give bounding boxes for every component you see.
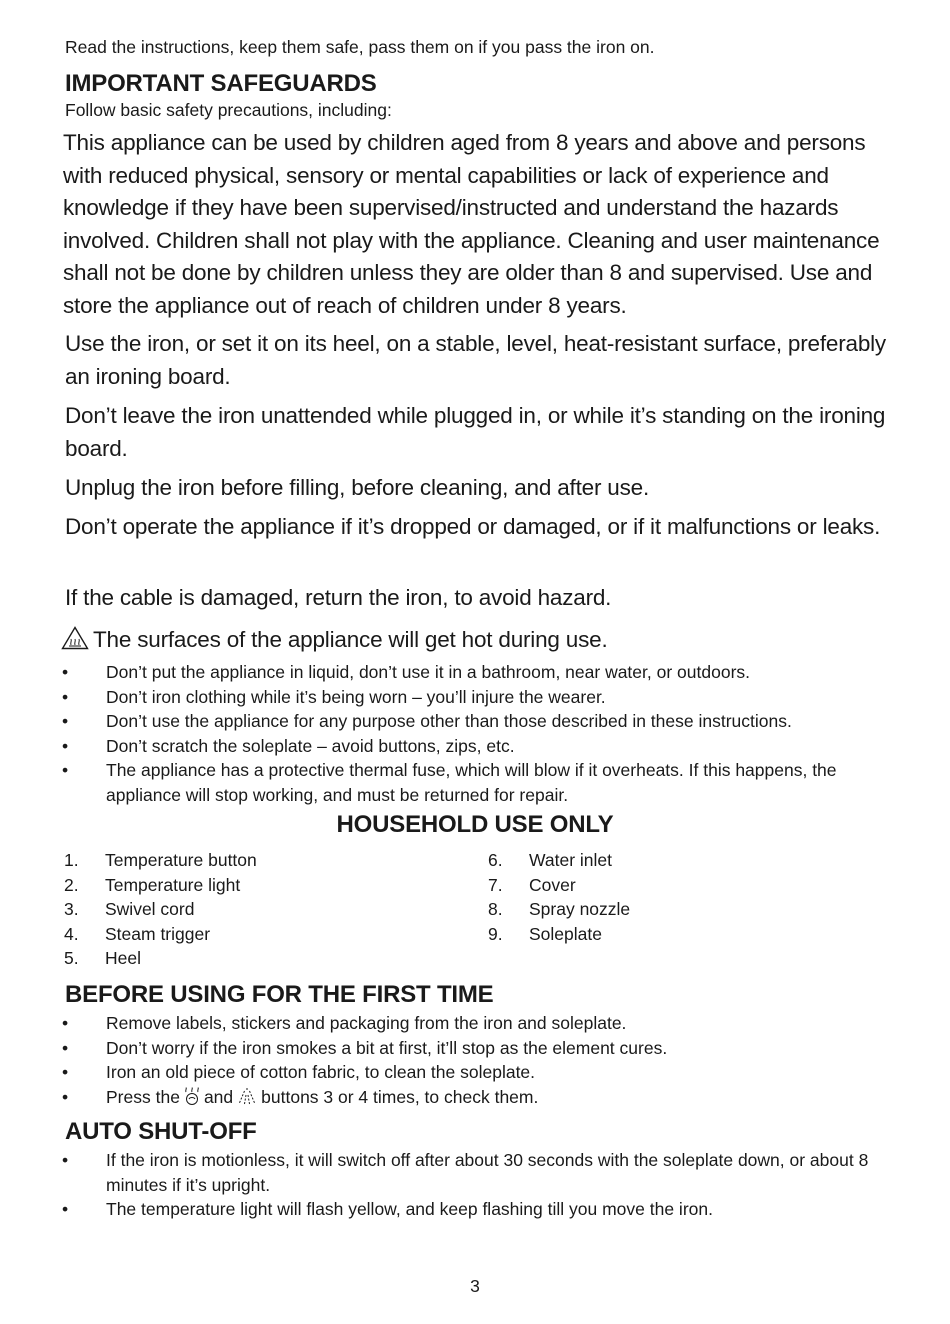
auto-shutoff-bullet-list [60, 1148, 900, 1222]
bullet-marker: • [62, 760, 69, 780]
list-item: 5. Heel [64, 948, 141, 969]
paragraph-damaged: Don’t operate the appliance if it’s dropped or damaged, or if it malfunctions or leaks. [65, 514, 881, 539]
safety-bullet-list [60, 660, 900, 807]
bullet-marker: • [62, 735, 69, 756]
paragraph-unplug: Unplug the iron before filling, before cleaning, and after use. [65, 475, 650, 500]
list-item: • Press the and buttons 3 or 4 times, to check them. [60, 1085, 900, 1113]
page-number: 3 [470, 1276, 480, 1296]
parts-list-left [64, 848, 464, 971]
hot-surface-warning [61, 624, 891, 660]
bullet-marker: • [62, 1199, 69, 1219]
list-item: 1. Temperature button [64, 850, 257, 870]
bullet-marker: • [62, 1062, 69, 1082]
list-item: 6. Water inlet [488, 850, 612, 870]
bullet-marker: • [62, 1150, 69, 1170]
bullet-marker: • [62, 1037, 69, 1058]
list-item: • The appliance has a protective thermal fuse, which will blow if it overheats. If this happens, the appliance will stop working, and must be returned for repair. [62, 760, 837, 805]
list-item: • Don’t iron clothing while it’s being worn – you’ll injure the wearer. [60, 685, 900, 710]
household-heading: HOUSEHOLD USE ONLY [336, 811, 614, 838]
bullet-marker: • [62, 686, 69, 707]
list-item: • Don’t scratch the soleplate – avoid buttons, zips, etc. [60, 734, 900, 759]
list-item: 8. Spray nozzle [488, 899, 631, 920]
parts-list-right [488, 848, 888, 946]
list-item: 2. Temperature light [64, 874, 241, 895]
before-first-use-heading: BEFORE USING FOR THE FIRST TIME [65, 981, 494, 1008]
bullet-marker: • [62, 1086, 69, 1107]
list-item: • Iron an old piece of cotton fabric, to clean the soleplate. [60, 1060, 900, 1085]
bullet-marker: • [62, 662, 69, 682]
intro-text: Read the instructions, keep them safe, pass them on if you pass the iron on. [65, 37, 655, 57]
list-item: 7. Cover [488, 874, 576, 895]
steam-burst-icon [182, 1087, 202, 1113]
list-item: • Remove labels, stickers and packaging from the iron and soleplate. [60, 1011, 900, 1036]
paragraph-unattended: Don’t leave the iron unattended while plugged in, or while it’s standing on the ironing board. [65, 403, 886, 461]
hot-surface-warning-icon [61, 626, 89, 660]
paragraph-children: This appliance can be used by children aged from 8 years and above and persons with reduced physical, sensory or mental capabilities or lack of experience and knowledge if they have been supervised/instructed and understand the hazards involved. Children shall not play with the appliance. Cleaning and user maintenance shall not be done by children unless they are older than 8 and supervised. Use and store the appliance out of reach of children under 8 years. [63, 130, 880, 318]
bullet-marker: • [62, 1013, 69, 1033]
paragraph-surface: Use the iron, or set it on its heel, on a stable, level, heat-resistant surface, preferably an ironing board. [65, 331, 886, 389]
auto-shutoff-heading: AUTO SHUT-OFF [65, 1118, 257, 1145]
hot-surface-warning-text: The surfaces of the appliance will get hot during use. [93, 627, 608, 652]
safeguards-subheading: Follow basic safety precautions, including: [65, 100, 392, 120]
list-item: • The temperature light will flash yellow, and keep flashing till you move the iron. [60, 1197, 900, 1222]
list-item: • Don’t worry if the iron smokes a bit at first, it’ll stop as the element cures. [60, 1036, 900, 1061]
bullet-marker: • [62, 711, 69, 731]
list-item: • Don’t put the appliance in liquid, don’t use it in a bathroom, near water, or outdoors. [60, 660, 900, 685]
list-item: 4. Steam trigger [64, 923, 211, 944]
spray-icon [235, 1087, 259, 1113]
safeguards-heading: IMPORTANT SAFEGUARDS [65, 70, 377, 97]
paragraph-cable: If the cable is damaged, return the iron, to avoid hazard. [65, 585, 612, 610]
first-use-bullet-list [60, 1011, 900, 1112]
list-item: • If the iron is motionless, it will switch off after about 30 seconds with the soleplate down, or about 8 minutes if it’s upright. [62, 1150, 869, 1195]
list-item: 3. Swivel cord [64, 899, 195, 920]
list-item: 9. Soleplate [488, 923, 602, 944]
list-item: • Don’t use the appliance for any purpose other than those described in these instructions. [60, 709, 900, 734]
